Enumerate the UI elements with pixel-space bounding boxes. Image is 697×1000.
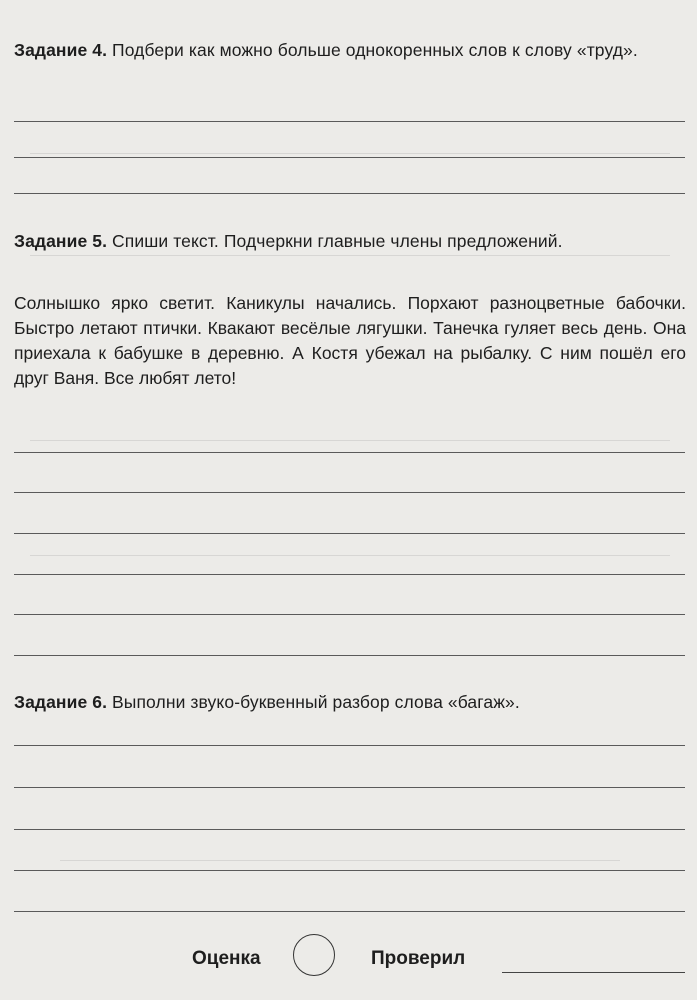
answer-line[interactable] [14, 121, 685, 122]
task-5 [14, 229, 684, 254]
task-6 [14, 690, 684, 715]
task-4 [14, 38, 684, 63]
answer-line[interactable] [14, 533, 685, 534]
answer-line[interactable] [14, 614, 685, 615]
answer-line[interactable] [14, 452, 685, 453]
answer-line[interactable] [14, 870, 685, 871]
task-5-text: Спиши текст. Подчеркни главные члены предложений. [112, 231, 563, 251]
answer-line[interactable] [14, 829, 685, 830]
checked-by-label: Проверил [371, 948, 466, 969]
answer-line[interactable] [14, 157, 685, 158]
task-5-passage: Солнышко ярко светит. Каникулы начались. Порхают разноцветные бабочки. Быстро летают птички. Квакают весёлые лягушки. Танечка гуляет весь день. Она приехала к бабушке в деревню. А Костя убежал на рыбалку. С ним пошёл его друг Ваня. Все любят лето! [14, 293, 686, 388]
grading-footer [0, 934, 697, 984]
answer-line[interactable] [14, 911, 685, 912]
task-4-label: Задание 4. [14, 40, 108, 60]
answer-line[interactable] [14, 193, 685, 194]
answer-line[interactable] [14, 574, 685, 575]
answer-line[interactable] [14, 745, 685, 746]
task-6-label: Задание 6. [14, 692, 108, 712]
grade-label: Оценка [192, 948, 261, 969]
grade-circle[interactable] [293, 934, 335, 976]
answer-line[interactable] [14, 787, 685, 788]
task-5-label: Задание 5. [14, 231, 108, 251]
signature-line[interactable] [502, 972, 685, 973]
answer-line[interactable] [14, 655, 685, 656]
answer-line[interactable] [14, 492, 685, 493]
task-4-text: Подбери как можно больше однокоренных слов к слову «труд». [112, 40, 638, 60]
task-6-text: Выполни звуко-буквенный разбор слова «багаж». [112, 692, 520, 712]
